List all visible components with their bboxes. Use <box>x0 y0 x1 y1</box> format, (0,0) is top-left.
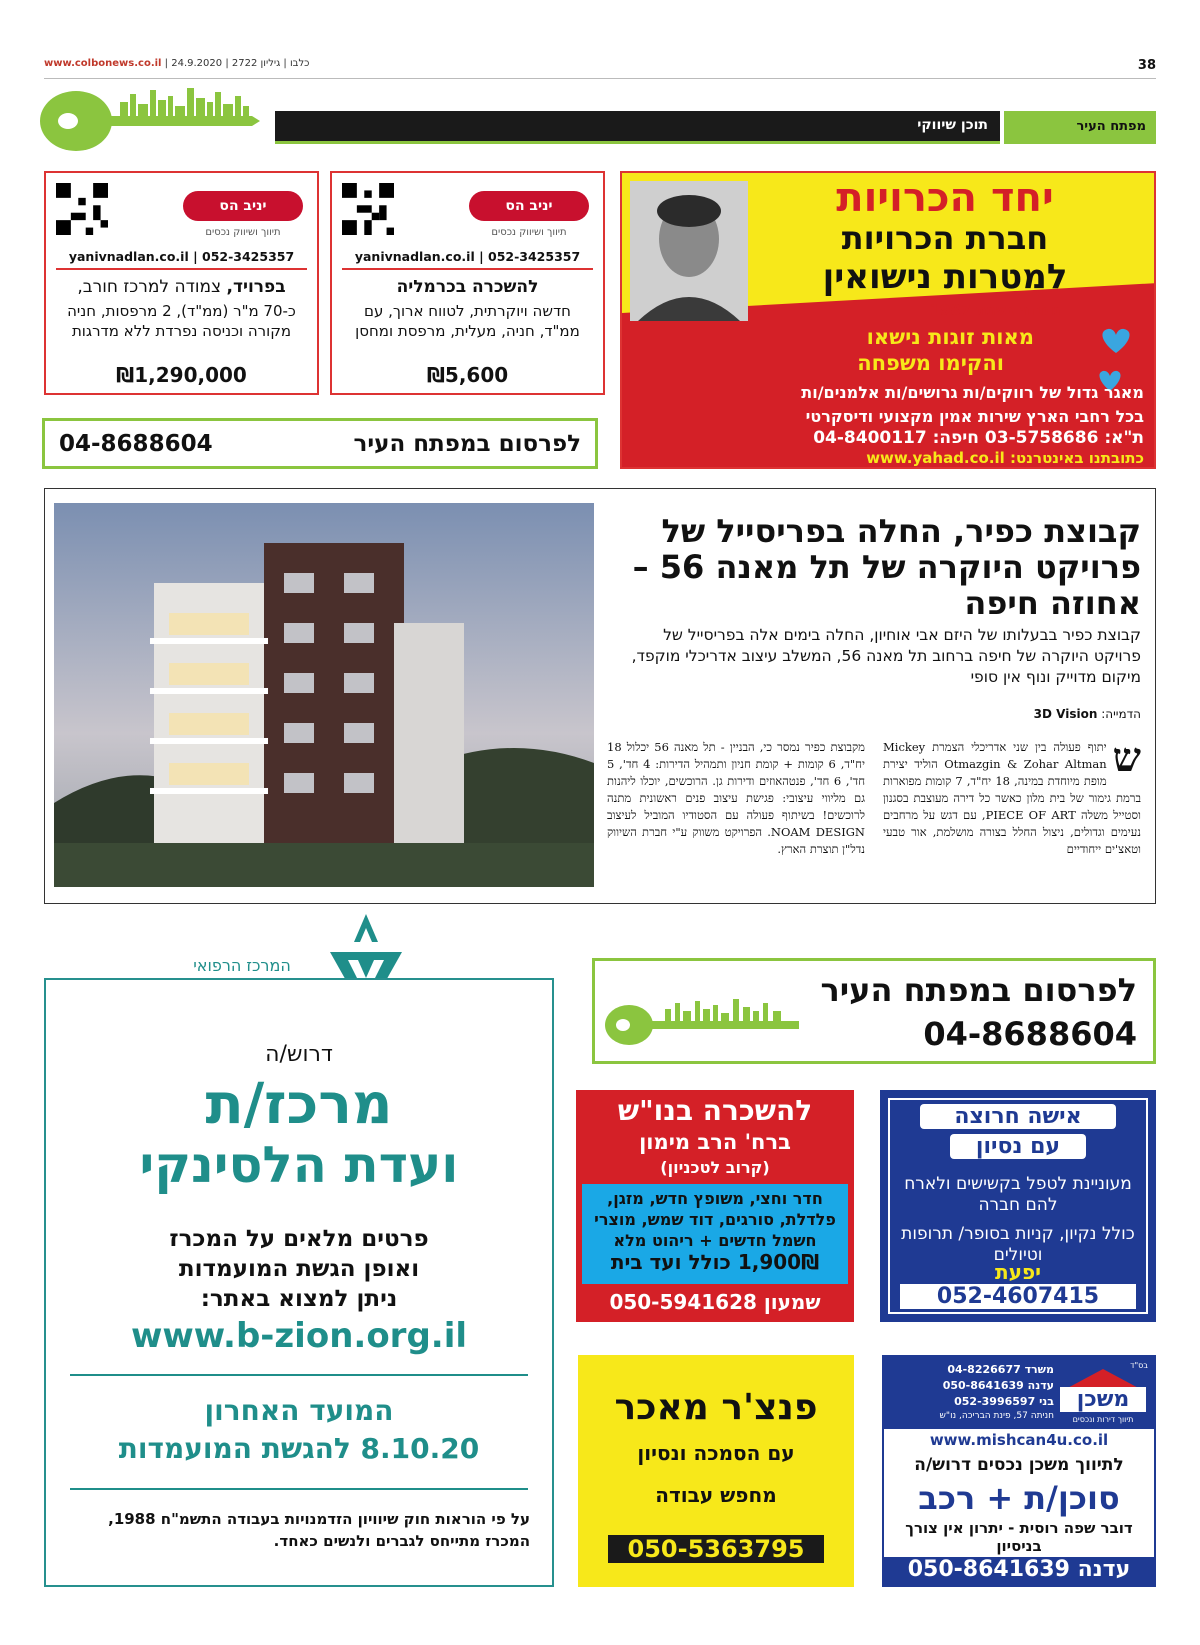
yahad-founded: נוסדה בשנת 1987 <box>929 301 1061 319</box>
yahad-web[interactable]: כתובתנו באינטרנט: www.yahad.co.il <box>866 449 1144 467</box>
rent-street: ברח' הרב מימון <box>639 1130 791 1154</box>
rent-near: (קרוב לטכניון) <box>660 1158 770 1177</box>
yahad-service: בכל רחבי הארץ שירות אמין מקצועי ודיסקרטי <box>805 407 1144 426</box>
puncture-phone[interactable]: 050-5363795 <box>608 1535 824 1563</box>
caregiver-phone[interactable]: 052-4607415 <box>900 1284 1136 1309</box>
image-credit <box>611 707 1141 721</box>
rent-title: להשכרה בנו"ש <box>617 1094 813 1127</box>
yahad-brand: יחד הכרויות <box>836 175 1054 221</box>
article-title: קבוצת כפיר, החלה בפריסייל של פרויקט היוקרה של תל מאנה 56 – אחוזה חיפה <box>632 512 1141 622</box>
mishcan-req: דובר שפה רוסית - יתרון אין צורך בניסיון <box>905 1519 1133 1555</box>
article-kfir <box>44 488 1156 904</box>
bz-info1: פרטים מלאים על המכרז <box>169 1226 429 1252</box>
publish-strip-text: לפרסום במפתח העיר <box>353 431 581 457</box>
caregiver-body2: כולל נקיון, קניות בסופר/ תרופות וטיולים <box>901 1224 1135 1265</box>
article-column-right <box>883 734 1141 858</box>
mishcan-bsd: בס"ד <box>1130 1361 1148 1370</box>
mishcan-phone[interactable]: עדנה 050-8641639 <box>884 1557 1154 1587</box>
puncture-sub2: מחפש עבודה <box>655 1483 777 1507</box>
yaniv-ad-sale <box>44 171 319 395</box>
key-skyline-logo-small <box>605 997 805 1047</box>
article-column-right-text: יתוף פעולה בין שני אדריכלי הצמרת Mickey Otmazgin & Zohar Altman הוליד יצירת מופת מיוחדת במינה, 18 יח"ד, 7 קומות מפוארות ברמת גימור של בית מלון כאשר כל דירה מעוצבת בסגנון וסטייל משלה PIECE OF ART, עם דגש על מרחבים נעימים וגדולים, ניצול החלל בצורה מושלמת, אור טבעי וטאצ'ים ייחודיים <box>883 740 1141 856</box>
yahad-pool: מאגר גדול של רווקים/ות גרושים/ות אלמנים/ות <box>801 383 1144 402</box>
qr-code-icon[interactable] <box>56 183 108 235</box>
yaniv-title-rest: צמודה למרכז חורב, <box>77 277 227 297</box>
yahad-phones[interactable]: ת"א: 03-5758686 חיפה: 04-8400117 <box>632 428 1144 448</box>
bz-wanted: דרוש/ה <box>265 1042 333 1067</box>
yaniv-price: ₪1,290,000 <box>116 363 247 387</box>
bnei-zion-ad <box>44 978 554 1587</box>
publish-box-text: לפרסום במפתח העיר <box>820 971 1137 1009</box>
issue-meta: | כלבו | גיליון 2722 | 24.9.2020 <box>164 58 310 69</box>
page-number: 38 <box>1137 58 1156 73</box>
puncture-sub: עם הסמכה ונסיון <box>637 1441 795 1465</box>
rent-body: חדר וחצי, משופץ חדש, מזגן, פלדלת, סורגים, דוד שמש, מוצרי חשמל חדשים + ריהוט מלא <box>582 1184 848 1284</box>
mishcan-adina[interactable]: עדנה 050-8641639 <box>942 1379 1054 1392</box>
image-credit-label: הדמייה: <box>1101 707 1141 721</box>
bnei-zion-org-small: המרכז הרפואי <box>193 956 291 975</box>
publish-strip-phone[interactable]: 04-8688604 <box>59 431 213 457</box>
bz-url[interactable]: www.b-zion.org.il <box>130 1316 468 1356</box>
site-url[interactable]: www.colbonews.co.il <box>44 58 162 69</box>
header-rule <box>44 78 1156 79</box>
mishcan-role: סוכן/ת + רכב <box>918 1479 1120 1517</box>
yaniv-logo: יניב הס <box>469 191 589 221</box>
bz-divider-2 <box>70 1488 528 1490</box>
mishcan-needs: לתיווך משכן נכסים דרוש/ה <box>914 1455 1124 1475</box>
bz-info3: ניתן למצוא באתר: <box>200 1286 398 1312</box>
article-lead: קבוצת כפיר בבעלותו של היזם אבי אוחיון, החלה בימים אלה בפריסייל של פרויקט היוקרה של חיפה ברחוב תל מאנה 56, המשלב עיצוב אדריכלי מוקפד, מיקום מדוייק ונוף אין סופי <box>631 626 1141 686</box>
building-rendering <box>54 503 594 887</box>
yaniv-description: חדשה ויוקרתית, לטווח ארוך, עם ממ"ד, חניה, מעלית, מרפסת ומחסן <box>355 302 580 340</box>
mishcan-logo-sub: תיווך דירות ונכסים <box>1072 1415 1134 1424</box>
bz-deadline1: המועד האחרון <box>204 1394 394 1427</box>
bz-deadline2: 8.10.20 להגשת המועמדות <box>118 1432 480 1465</box>
mishcan-ad <box>882 1355 1156 1587</box>
yaniv-ad-rent <box>330 171 605 395</box>
section-bar-sponsored: תוכן שיווקי <box>275 111 1000 141</box>
caregiver-ad <box>880 1090 1156 1322</box>
yaniv-title-bold: בפרויד, <box>226 277 286 297</box>
yahad-line3: למטרות נישואין <box>822 257 1068 297</box>
bz-role2: ועדת הלסינקי <box>139 1136 459 1194</box>
mishcan-office[interactable]: משרד 04-8226677 <box>947 1363 1054 1376</box>
header-meta <box>44 58 1156 69</box>
mishcan-bnei[interactable]: בני 052-3996597 <box>954 1395 1054 1408</box>
bz-divider <box>70 1374 528 1376</box>
caregiver-body1: מעוניינת לטפל בקשישים ולארח להם חברה <box>904 1174 1132 1215</box>
yaniv-logo-sub: תיווך ושיווק נכסים <box>491 227 567 238</box>
qr-code-icon[interactable] <box>342 183 394 235</box>
yaniv-title <box>56 277 307 297</box>
article-dropcap: ש <box>1112 734 1141 781</box>
bz-footer2: המכרז מתייחס לגברים ולנשים כאחד. <box>273 1532 530 1550</box>
key-skyline-logo <box>40 82 262 154</box>
bz-role1: מרכז/ת <box>205 1072 393 1137</box>
rent-ad <box>576 1090 854 1322</box>
yaniv-title: להשכרה בכרמליה <box>396 277 539 297</box>
image-credit-value: 3D Vision <box>1033 707 1098 721</box>
caregiver-title2: עם נסיון <box>950 1134 1086 1159</box>
yaniv-contact[interactable]: yanivnadlan.co.il | 052-3425357 <box>342 249 593 270</box>
mishcan-web[interactable]: www.mishcan4u.co.il <box>929 1431 1109 1449</box>
mishcan-address: חניתה 57, פינת הבריכה, נו"ש <box>939 1411 1054 1421</box>
section-bar-underline <box>275 141 1000 144</box>
section-bar-key: מפתח העיר <box>1004 111 1156 144</box>
yahad-line2: חברת הכרויות <box>841 219 1049 257</box>
mishcan-logo: משכן <box>1060 1387 1146 1412</box>
publish-box-phone[interactable]: 04-8688604 <box>923 1015 1137 1053</box>
yaniv-contact[interactable]: yanivnadlan.co.il | 052-3425357 <box>56 249 307 270</box>
yaniv-logo-sub: תיווך ושיווק נכסים <box>205 227 281 238</box>
caregiver-title1: אישה חרוצה <box>920 1104 1116 1129</box>
yaniv-description: כ-70 מ"ר (ממ"ד), 2 מרפסות, חניה מקורה וכניסה נפרדת ללא מדרגות <box>67 302 296 340</box>
yaniv-price: ₪5,600 <box>426 363 509 387</box>
bz-footer1: על פי הוראות חוק שיוויון הזדמנויות בעבודה התשמ"ח 1988, <box>108 1510 530 1528</box>
portrait-photo <box>630 181 748 321</box>
yahad-slogan1: מאות זוגות נישאו <box>866 325 1034 349</box>
yahad-slogan2: והקימו משפחה <box>857 351 1004 375</box>
rent-price: 1,900₪ כולל ועד בית <box>582 1250 848 1274</box>
publish-strip <box>42 418 598 469</box>
article-column-left: מקבוצת כפיר נמסר כי, הבניין - תל מאנה 56 יכלול 18 יח"ד, 6 קומות + קומת חניון ותמהיל הדירות: 4 חד', 5 חד', 6 חד', פנטהאוזים ודירות גן. הרוכשים, יוכלו ליהנות גם מליווי עיצובי: פגישת עיצוב פנים ראשונית מתנה לרוכשים! בשיתוף פעולה עם הסטודיו המוביל לעיצוב NOAM DESIGN. הפרויקט משווק ע"י חברת השיווק נדל"ן תוצרת הארץ. <box>607 740 865 856</box>
yahad-ad <box>620 171 1156 469</box>
puncture-title: פנצ'ר מאכר <box>614 1387 818 1428</box>
bz-info2: ואופן הגשת המועמדות <box>178 1256 420 1282</box>
publish-box <box>592 958 1156 1064</box>
rent-contact[interactable]: שמעון 050-5941628 <box>609 1290 821 1314</box>
caregiver-name: יפעת <box>994 1260 1042 1284</box>
yaniv-logo: יניב הס <box>183 191 303 221</box>
puncture-ad <box>578 1355 854 1587</box>
